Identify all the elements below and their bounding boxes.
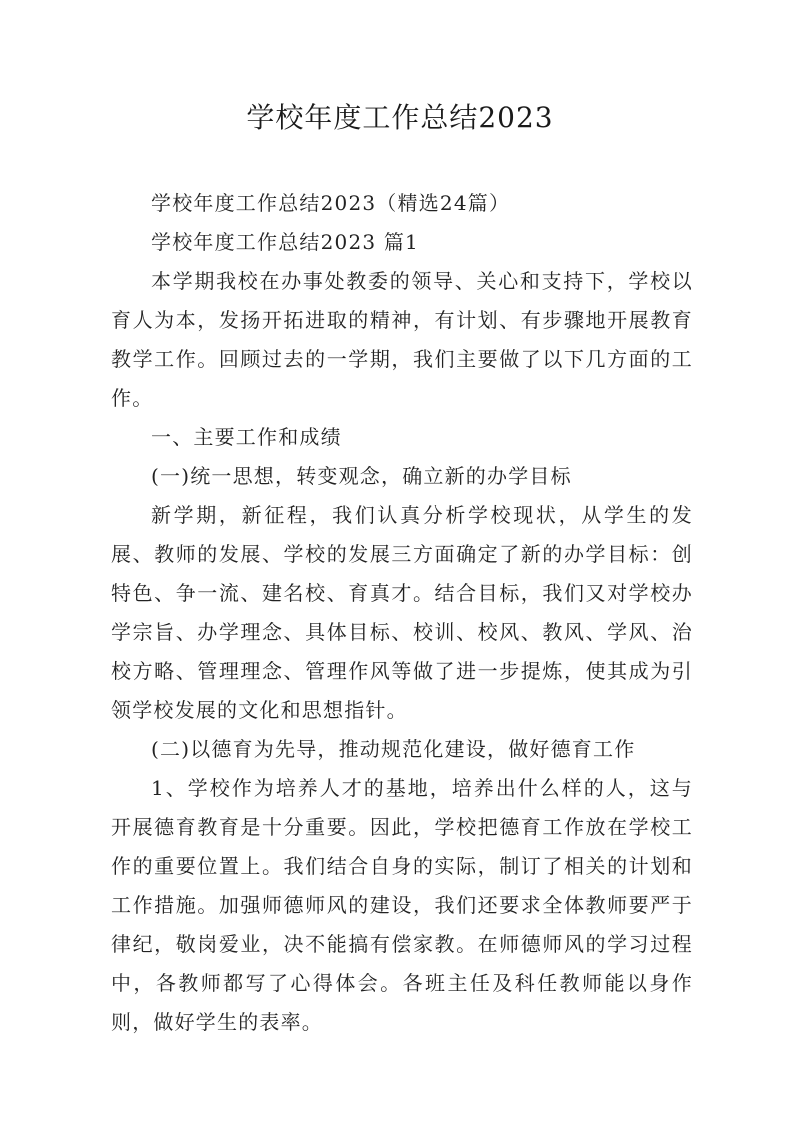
- paragraph-heading-unify-thinking: (一)统一思想，转变观念，确立新的办学目标: [151, 464, 572, 488]
- document-title: 学校年度工作总结2023: [246, 101, 554, 134]
- paragraph-intro: 本学期我校在办事处教委的领导、关心和支持下，学校以育人为本，发扬开拓进取的精神，有计划、有步骤地开展教育教学工作。回顾过去的一学期，我们主要做了以下几方面的工作。: [111, 269, 693, 410]
- paragraph-heading-moral-education: (二)以德育为先导，推动规范化建设，做好德育工作: [151, 737, 636, 761]
- paragraph-section-heading: 学校年度工作总结2023 篇1: [151, 230, 419, 254]
- paragraph-heading-main-work: 一、主要工作和成绩: [151, 425, 342, 449]
- document-body: [111, 184, 693, 1042]
- paragraph-new-goals: 新学期，新征程，我们认真分析学校现状，从学生的发展、教师的发展、学校的发展三方面确定了新的办学目标：创特色、争一流、建名校、育真才。结合目标，我们又对学校办学宗旨、办学理念、具体目标、校训、校风、教风、学风、治校方略、管理理念、管理作风等做了进一步提炼，使其成为引领学校发展的文化和思想指针。: [111, 503, 693, 722]
- paragraph-subtitle: 学校年度工作总结2023（精选24篇）: [151, 191, 511, 215]
- paragraph-moral-education: 1、学校作为培养人才的基地，培养出什么样的人，这与开展德育教育是十分重要。因此，学校把德育工作放在学校工作的重要位置上。我们结合自身的实际，制订了相关的计划和工作措施。加强师德师风的建设，我们还要求全体教师要严于律纪，敬岗爱业，决不能搞有偿家教。在师德师风的学习过程中，各教师都写了心得体会。各班主任及科任教师能以身作则，做好学生的表率。: [111, 776, 693, 1034]
